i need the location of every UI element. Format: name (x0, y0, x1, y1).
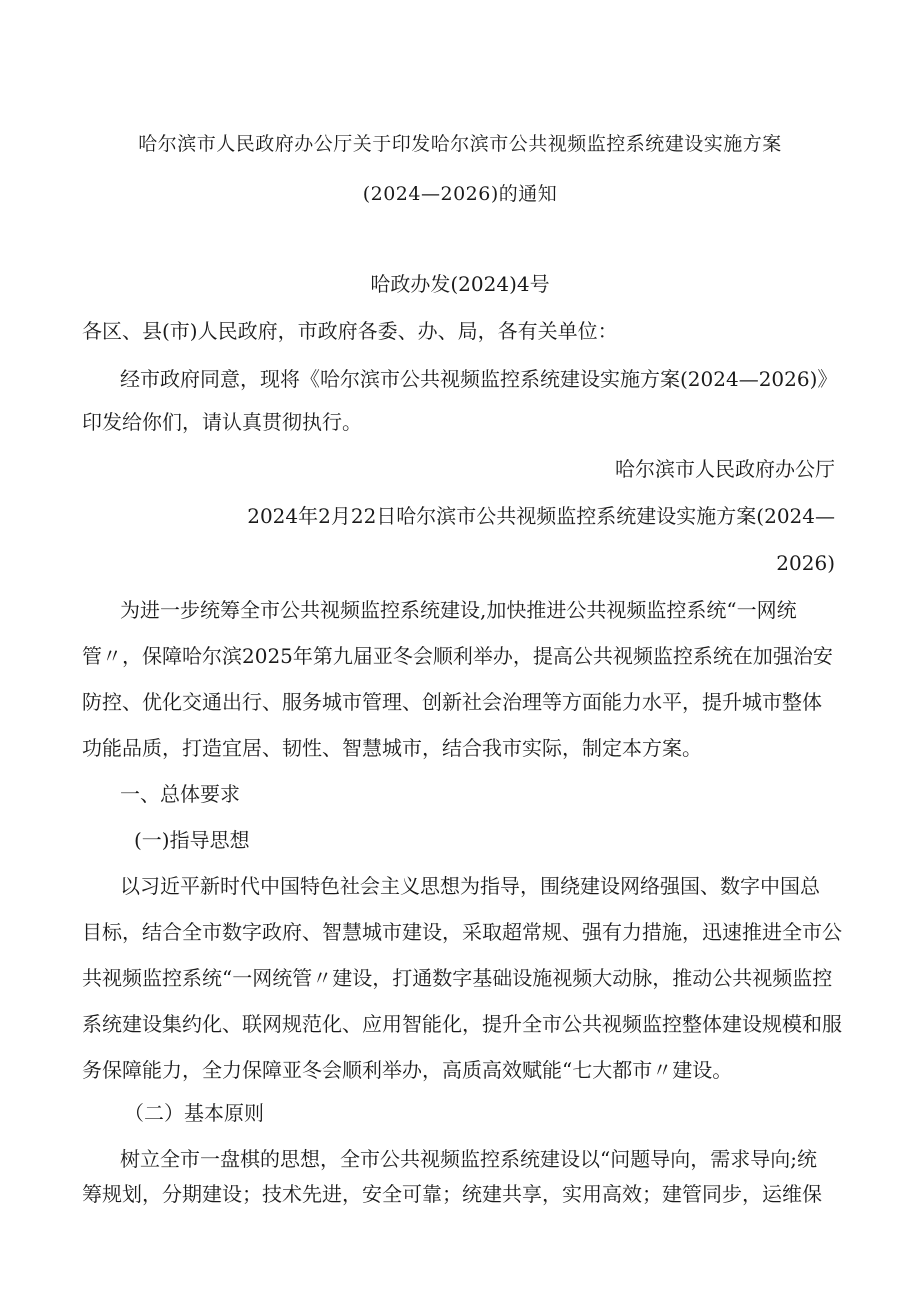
guiding-line: 目标，结合全市数字政府、智慧城市建设，采取超常规、强有力措施，迅速推进全市公 (82, 920, 842, 944)
addressee: 各区、县(市)人民政府，市政府各委、办、局，各有关单位： (82, 319, 618, 343)
issuer-signature: 哈尔滨市人民政府办公厅 (615, 457, 835, 481)
notice-body-line-2: 印发给你们，请认真贯彻执行。 (82, 410, 362, 434)
plan-title-end: 2026) (776, 551, 835, 575)
document-title-line-2: (2024—2026)的通知 (362, 183, 558, 205)
document-title-line-1: 哈尔滨市人民政府办公厅关于印发哈尔滨市公共视频监控系统建设实施方案 (138, 133, 782, 155)
subsection-heading: (一)指导思想 (134, 828, 250, 852)
guiding-line: 系统建设集约化、联网规范化、应用智能化，提升全市公共视频监控整体建设规模和服 (82, 1012, 842, 1036)
intro-line: 功能品质，打造宜居、韧性、智慧城市，结合我市实际，制定本方案。 (82, 736, 702, 760)
principle-line: 筹规划，分期建设；技术先进，安全可靠；统建共享，实用高效；建管同步，运维保 (82, 1182, 822, 1206)
guiding-line: 共视频监控系统“一网统管〃建设，打通数字基础设施视频大动脉，推动公共视频监控 (82, 966, 833, 990)
intro-line: 管〃，保障哈尔滨2025年第九届亚冬会顺利举办，提高公共视频监控系统在加强治安 (82, 644, 833, 668)
intro-line: 防控、优化交通出行、服务城市管理、创新社会治理等方面能力水平，提升城市整体 (82, 690, 822, 714)
section-heading: 一、总体要求 (120, 782, 240, 806)
guiding-line: 以习近平新时代中国特色社会主义思想为指导，围绕建设网络强国、数字中国总 (120, 874, 820, 898)
principle-line: 树立全市一盘棋的思想，全市公共视频监控系统建设以“问题导向，需求导向;统 (120, 1147, 817, 1171)
notice-body-line-1: 经市政府同意，现将《哈尔滨市公共视频监控系统建设实施方案(2024—2026)》 (120, 367, 838, 391)
issue-date-and-plan-title: 2024年2月22日哈尔滨市公共视频监控系统建设实施方案(2024— (247, 504, 835, 528)
subsection-heading: （二）基本原则 (124, 1101, 264, 1125)
document-number: 哈政办发(2024)4号 (370, 272, 550, 296)
intro-line: 为进一步统筹全市公共视频监控系统建设,加快推进公共视频监控系统“一网统 (120, 598, 797, 622)
guiding-line: 务保障能力，全力保障亚冬会顺利举办，高质高效赋能“七大都市〃建设。 (82, 1058, 733, 1082)
